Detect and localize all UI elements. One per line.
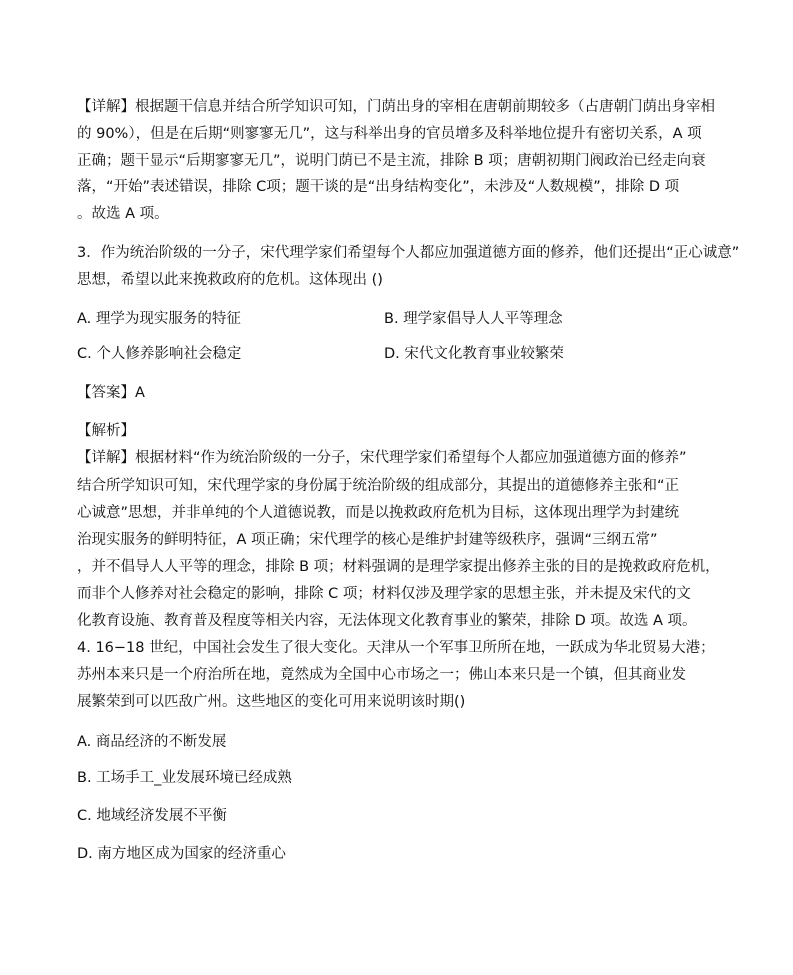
question-4-option-a: A. 商品经济的不断发展 [77,734,227,750]
question-3-stem-line-1: 3．作为统治阶级的一分子，宋代理学家们希望每个人都应加强道德方面的修养，他们还提出“正心诚意” [77,245,740,261]
question-3-detail-line-1: 【详解】根据材料“作为统治阶级的一分子，宋代理学家们希望每个人都应加强道德方面的修养” [77,450,687,466]
detail-line-4: 落，“开始”表述错误，排除 C项；题干谈的是“出身结构变化”，未涉及“人数规模”，排除 D 项 [77,179,680,195]
question-4-stem-line-2: 苏州本来只是一个府治所在地，竟然成为全国中心市场之一；佛山本来只是一个镇，但其商业发 [77,667,686,683]
question-3-option-c: C. 个人修养影响社会稳定 [77,346,242,362]
question-3-detail-line-3: 心诚意”思想，并非单纯的个人道德说教，而是以挽救政府危机为目标，这体现出理学为封建统 [77,505,680,521]
question-3-detail-line-2: 结合所学知识可知，宋代理学家的身份属于统治阶级的组成部分，其提出的道德修养主张和“正 [77,478,680,494]
question-3-option-b: B. 理学家倡导人人平等理念 [384,311,563,327]
question-3-stem-line-2: 思想，希望以此来挽救政府的危机。这体现出 () [77,272,383,288]
question-4-option-b: B. 工场手工_业发展环境已经成熟 [77,770,292,786]
detail-line-5: 。故选 A 项。 [77,206,169,222]
question-3-answer: 【答案】A [77,385,145,401]
detail-line-2: 的 90%），但是在后期“则寥寥无几”，这与科举出身的官员增多及科举地位提升有密切关系，A 项 [77,126,702,142]
question-4-stem-line-3: 展繁荣到可以匹敌广州。这些地区的变化可用来说明该时期() [77,694,466,710]
question-3-detail-line-5: ，并不倡导人人平等的理念，排除 B 项；材料强调的是理学家提出修养主张的目的是挽救政府危机， [77,559,720,575]
question-4-option-c: C. 地域经济发展不平衡 [77,808,227,824]
question-3-option-a: A. 理学为现实服务的特征 [77,311,241,327]
detail-line-1: 【详解】根据题干信息并结合所学知识可知，门荫出身的宰相在唐朝前期较多（占唐朝门荫出身宰相 [77,99,715,115]
question-4-option-d: D. 南方地区成为国家的经济重心 [77,846,286,862]
question-3-detail-line-4: 治现实服务的鲜明特征，A 项正确；宋代理学的核心是维护封建等级秩序，强调“三纲五常” [77,532,658,548]
question-3-analysis-label: 【解析】 [77,423,135,439]
question-4-stem-line-1: 4. 16−18 世纪，中国社会发生了很大变化。天津从一个军事卫所所在地，一跃成为华北贸易大港； [77,640,715,656]
question-3-detail-line-7: 化教育设施、教育普及程度等相关内容，无法体现文化教育事业的繁荣，排除 D 项。故选 A 项。 [77,613,697,629]
question-3-detail-line-6: 而非个人修养对社会稳定的影响，排除 C 项；材料仅涉及理学家的思想主张，并未提及宋代的文 [77,586,691,602]
detail-line-3: 正确；题干显示“后期寥寥无几”，说明门荫已不是主流，排除 B 项；唐朝初期门阀政治已经走向衰 [77,153,706,169]
question-3-option-d: D. 宋代文化教育事业较繁荣 [384,346,564,362]
